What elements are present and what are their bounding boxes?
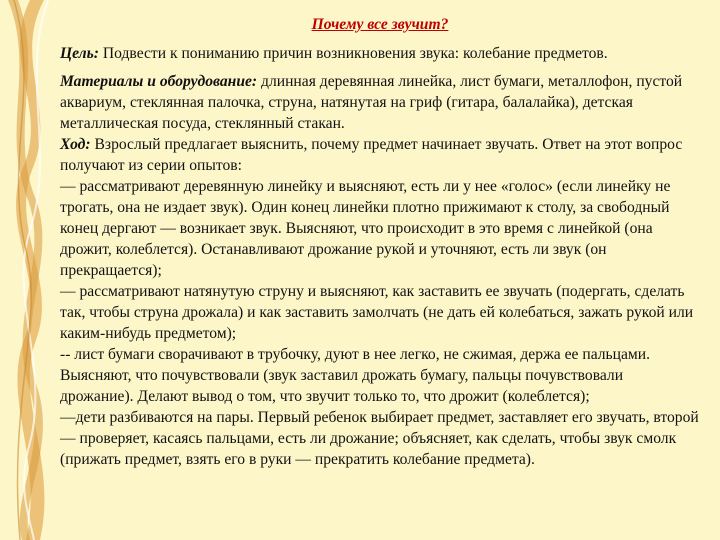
decorative-ribbon	[0, 0, 60, 540]
step-item: —дети разбиваются на пары. Первый ребенок выбирает предмет, заставляет его звучать, второй — проверяет, касаясь пальцами, есть ли дрожание; объясняет, как сделать, чтобы звук смолк (прижать предмет, взять его в руки — прекратить колебание предмета).	[60, 409, 699, 468]
materials-label: Материалы и оборудование:	[60, 73, 258, 90]
goal-text: Подвести к пониманию причин возникновения звука: колебание предметов.	[98, 45, 608, 62]
materials-paragraph	[60, 71, 700, 134]
course-paragraph	[60, 134, 700, 176]
document-content	[60, 14, 700, 470]
step-item: — рассматривают деревянную линейку и выясняют, есть ли у нее «голос» (если линейку не трогать, она не издает звук). Один конец линейки плотно прижимают к столу, за свободный конец дергают — возникает звук. Выясняют, что происходит в это время с линейкой (она дрожит, колеблется). Останавливают дрожание рукой и уточняют, есть ли звук (он прекращается);	[60, 178, 671, 279]
course-text: Взрослый предлагает выяснить, почему предмет начинает звучать. Ответ на этот вопрос получают из серии опытов:	[60, 136, 683, 174]
goal-paragraph	[60, 43, 700, 64]
step-item: -- лист бумаги сворачивают в трубочку, дуют в нее легко, не сжимая, держа ее пальцами. Выясняют, что почувствовали (звук заставил дрожать бумагу, пальцы почувствовали дрожание). Делают вывод о том, что звучит только то, что дрожит (колеблется);	[60, 346, 651, 405]
goal-label: Цель:	[60, 45, 99, 62]
step-item: — рассматривают натянутую струну и выясняют, как заставить ее звучать (подергать, сделать так, чтобы струна дрожала) и как заставить замолчать (не дать ей колебаться, зажать рукой или каким-нибудь предметом);	[60, 283, 694, 342]
course-label: Ход:	[60, 136, 91, 153]
page-title: Почему все звучит?	[311, 16, 449, 33]
materials-text: длинная деревянная линейка, лист бумаги, металлофон, пустой аквариум, стеклянная палочка, струна, натянутая на гриф (гитара, балалайка), детская металлическая посуда, стеклянный стакан.	[60, 73, 683, 132]
